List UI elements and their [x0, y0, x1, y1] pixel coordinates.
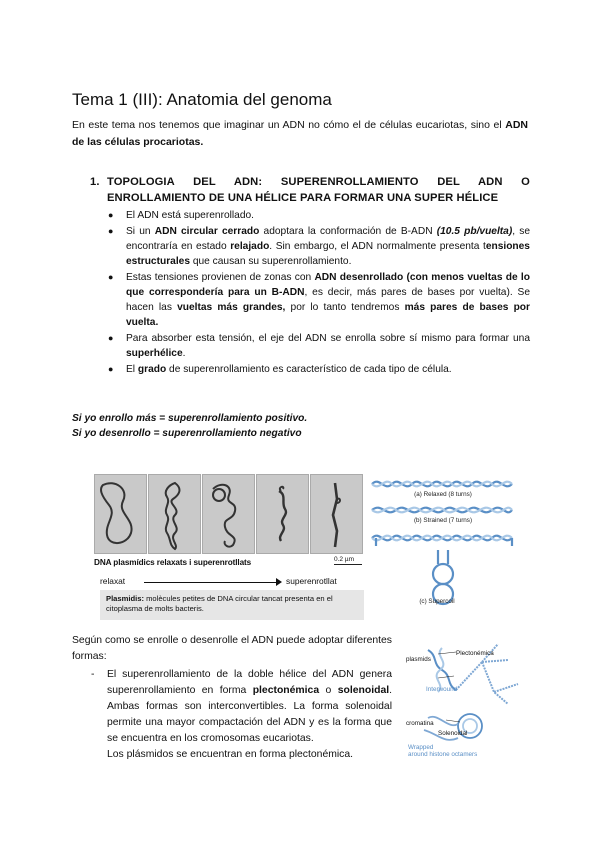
scale-label: 0.2 µm: [334, 556, 355, 563]
label-relaxat: relaxat: [100, 576, 126, 586]
label-cromatina: cromatina: [406, 720, 434, 727]
label-strained: (b) Strained (7 turns): [413, 517, 473, 524]
section-number: 1.: [90, 176, 100, 188]
bullet-text: , se encontraría en estado: [126, 226, 531, 252]
label-interwound: Interwound: [426, 686, 458, 693]
micrograph-supercoiled-image: [256, 474, 309, 554]
plasmid-box-text: molècules petites de DNA circular tancat presenta en el citoplasma de molts bacteris.: [106, 594, 333, 613]
intro-bold: ADN de las células procariotas.: [72, 119, 528, 148]
bullet-text: El: [126, 364, 138, 375]
bullet-text: Estas tensiones provienen de zonas con: [126, 272, 315, 283]
list-item: [91, 667, 392, 763]
supercoil-notes: [72, 412, 307, 441]
bullet-bold: relajado: [230, 241, 270, 252]
bullet-bold: ADN circular cerrado: [154, 226, 260, 237]
bullet-text: , es decir, más pares de bases por vuelta). Se hacen las: [126, 287, 530, 313]
bullet-text: Para absorber esta tensión, el eje del ADN se enrolla sobre sí mismo para formar una: [126, 333, 530, 344]
list-item: [108, 208, 530, 223]
note-positive: Si yo enrollo más = superenrollamiento positivo.: [72, 413, 308, 424]
micrograph-tight-supercoil-image: [310, 474, 363, 554]
section-topologia: [90, 174, 530, 378]
relaxed-helix-icon: [372, 482, 512, 487]
arrow-right-icon: [276, 578, 282, 586]
forms-bold: solenoidal: [337, 685, 390, 696]
bullet-bold: vueltas más grandes,: [177, 302, 286, 313]
figure-caption: DNA plasmídics relaxats i superenrotllats: [94, 558, 252, 567]
heading-line-2: ENROLLAMIENTO DE UNA HÉLICE PARA FORMAR UNA SUPER HÉLICE: [107, 192, 499, 204]
forms-list: [72, 667, 392, 763]
micrograph-relaxed-image: [94, 474, 147, 554]
forms-bold: plectonémica: [252, 685, 320, 696]
bullet-bold: ADN desenrollado (con menos vueltas de lo que correspondería para un B-ADN: [126, 272, 530, 298]
bullet-icon: ●: [108, 226, 114, 236]
list-item: [108, 331, 530, 361]
label-supercoil: (c) Supercoil: [419, 598, 455, 605]
bullet-text: de superenrollamiento es característico de cada tipo de célula.: [166, 364, 452, 375]
forms-text: El superenrollamiento de la doble hélice del ADN genera superenrollamiento en forma: [107, 669, 392, 696]
list-item: [108, 224, 531, 269]
label-plasmids: plasmids: [406, 656, 431, 663]
bullet-bold: ensiones estructurales: [126, 241, 530, 267]
bullet-text: adoptara la conformación de B-ADN: [259, 226, 437, 237]
bullet-icon: ●: [108, 333, 114, 343]
plasmid-definition-box: [100, 590, 364, 620]
label-solenoidal: Solenoidal: [438, 730, 468, 737]
bullet-text: El ADN está superenrollado.: [126, 210, 254, 221]
bullet-text: . Sin embargo, el ADN normalmente presenta t: [269, 241, 486, 252]
bullet-text: .: [182, 348, 186, 359]
intro-text: En este tema nos tenemos que imaginar un ADN no cómo el de células eucariotas, sino el: [72, 119, 502, 131]
label-wrapped: Wrapped: [408, 744, 434, 751]
bullet-icon: ●: [108, 210, 114, 220]
label-wrapped-histone: around histone octamers: [408, 751, 478, 758]
bullet-bold: grado: [137, 364, 167, 375]
bullet-bold: superhélice: [126, 348, 183, 359]
page-title: Tema 1 (III): Anatomia del genoma: [72, 90, 332, 109]
forms-paragraph: [72, 633, 392, 763]
list-item: [108, 362, 530, 377]
helix-turns-diagram: [368, 474, 518, 614]
supercoil-helix-icon: [372, 536, 512, 604]
bullet-list: [90, 208, 530, 377]
section-heading: [90, 174, 530, 206]
strained-helix-icon: [372, 508, 512, 513]
bullet-text: que causan su superenrollamiento.: [190, 256, 352, 267]
bullet-icon: ●: [108, 364, 114, 374]
forms-plasmid-text: Los plásmidos se encuentran en forma plectonémica.: [107, 749, 354, 760]
bullet-bold-italic: (10.5 pb/vuelta): [436, 226, 513, 237]
arrow-line: [144, 582, 280, 583]
forms-text: . Ambas formas son interconvertibles. La forma solenoidal permite una mayor compactación del ADN y es la forma que se encuentra en los cromosomas eucariotas.: [107, 685, 392, 744]
label-plectonemica: Plectonémica: [456, 650, 494, 657]
dash-marker: -: [91, 669, 95, 680]
bullet-text: Si un: [126, 226, 155, 237]
plectonemic-solenoidal-figure: [398, 634, 528, 764]
micrograph-coiled-image: [202, 474, 255, 554]
heading-line-1: TOPOLOGIA DEL ADN: SUPERENROLLAMIENTO DEL ADN O: [107, 176, 530, 188]
forms-intro: Según como se enrolle o desenrolle el ADN puede adoptar diferentes formas:: [72, 635, 392, 662]
label-superenrotllat: superenrotllat: [286, 576, 337, 586]
plasmid-micrograph-figure: [94, 474, 368, 624]
bullet-icon: ●: [108, 272, 114, 282]
label-relaxed: (a) Relaxed (8 turns): [414, 491, 472, 498]
list-item: [108, 270, 530, 330]
bullet-text: por lo tanto tendremos: [285, 302, 405, 313]
scale-bar: [334, 564, 362, 565]
bullet-bold: más pares de bases por vuelta.: [126, 302, 530, 328]
plasmid-box-bold: Plasmidis:: [106, 594, 144, 603]
micrograph-partial-image: [148, 474, 201, 554]
note-negative: Si yo desenrollo = superenrollamiento negativo: [72, 427, 302, 439]
forms-text: o: [319, 685, 338, 696]
intro-paragraph: [72, 117, 528, 151]
